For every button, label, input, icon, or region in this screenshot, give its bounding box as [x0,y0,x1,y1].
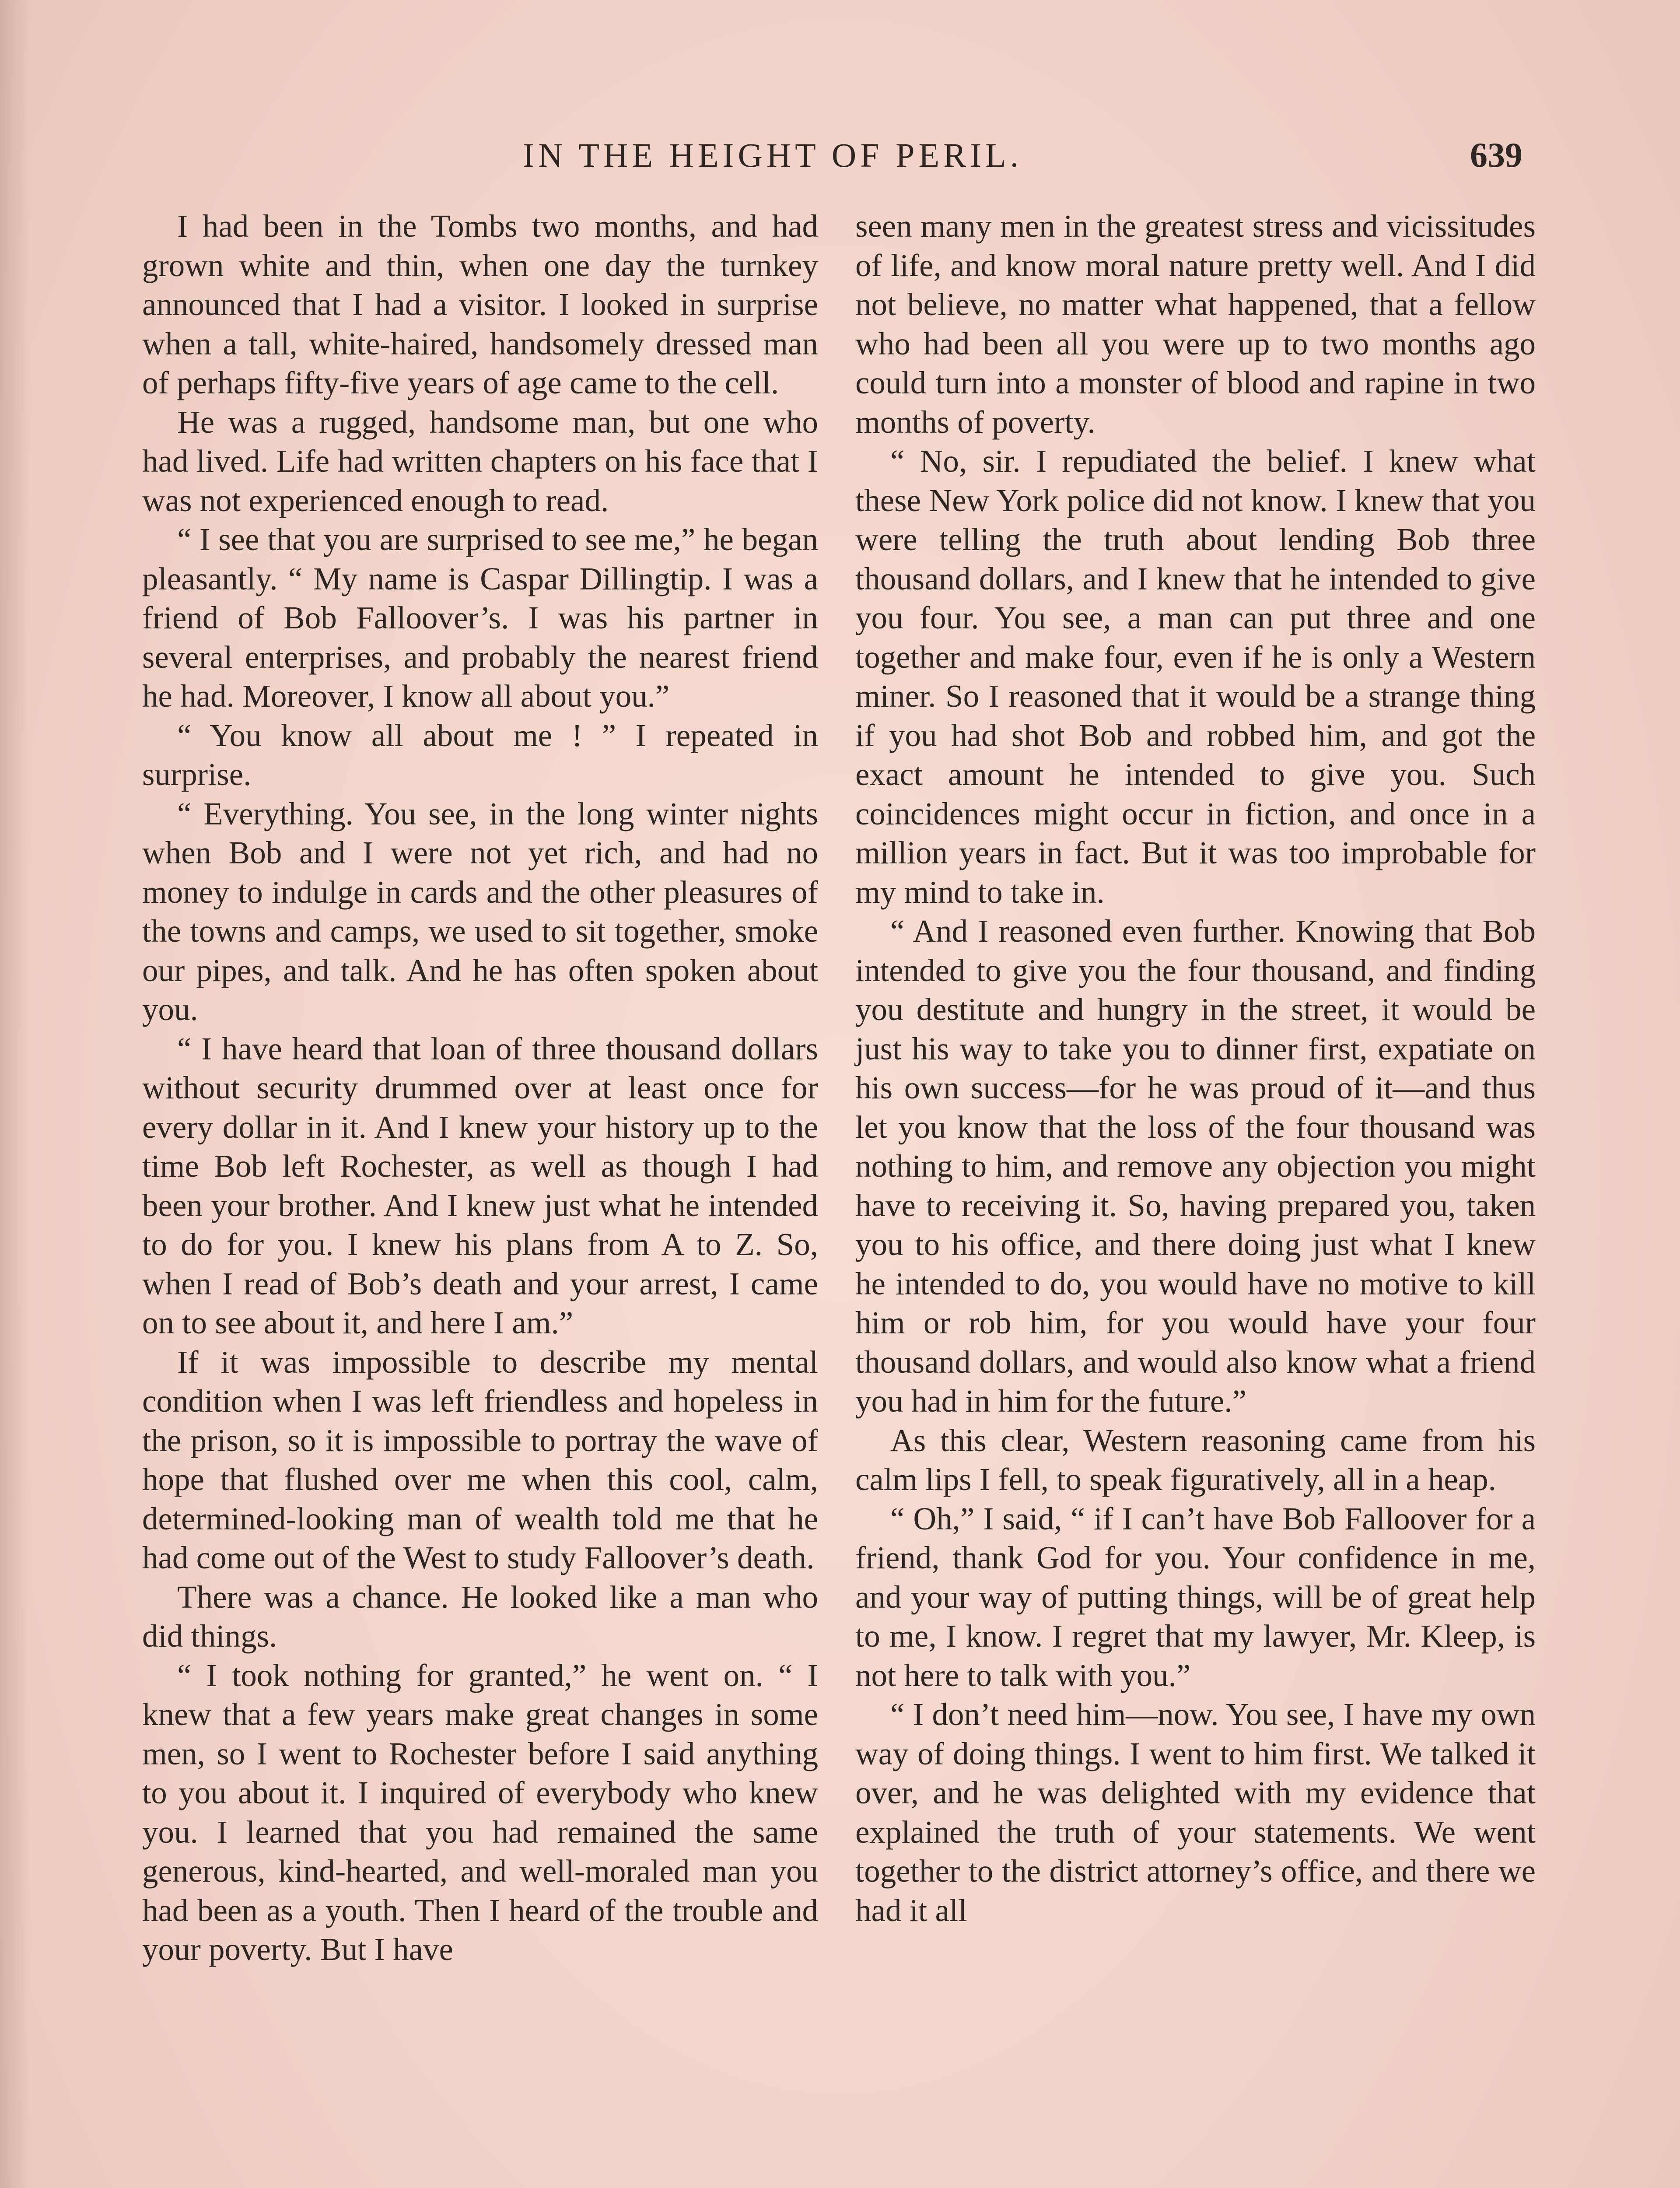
paragraph: “ I have heard that loan of three thousand dollars without security drummed over at least once for every dollar in it. And I knew your history up to the time Bob left Rochester, as well as though I had been your brother. And I knew just what he intended to do for you. I knew his plans from A to Z. So, when I read of Bob’s death and your arrest, I came on to see about it, and here I am.” [142,1031,818,1340]
paragraph: “ You know all about me ! ” I repeated in surprise. [142,717,818,792]
paragraph: If it was impossible to describe my mental condition when I was left friendless and hopeless in the prison, so it is impossible to portray the wave of hope that flushed over me when this cool, calm, determined-looking man of wealth told me that he had come out of the West to study Falloover’s death. [142,1344,818,1575]
left-text-column [142,207,818,1969]
paragraph: “ I see that you are surprised to see me,” he began pleasantly. “ My name is Caspar Dillingtip. I was a friend of Bob Falloover’s. I was his partner in several enterprises, and probably the nearest friend he had. Moreover, I know all about you.” [142,522,818,714]
running-title: IN THE HEIGHT OF PERIL. [523,136,1023,174]
right-text-column [855,207,1536,1930]
page-number: 639 [1470,136,1522,175]
paragraph: “ I took nothing for granted,” he went on. “ I knew that a few years make great changes in some men, so I went to Rochester before I said anything to you about it. I inquired of everybody who knew you. I learned that you had remained the same generous, kind-hearted, and well-moraled man you had been as a youth. Then I heard of the trouble and your poverty. But I have [142,1657,818,1967]
running-header [0,131,1680,184]
paragraph: There was a chance. He looked like a man who did things. [142,1579,818,1654]
paragraph: “ I don’t need him—now. You see, I have my own way of doing things. I went to him first. We talked it over, and he was delighted with my evidence that explained the truth of your statements. We went together to the district attorney’s office, and there we had it all [855,1697,1536,1928]
paragraph: “ Everything. You see, in the long winter nights when Bob and I were not yet rich, and had no money to indulge in cards and the other pleasures of the towns and camps, we used to sit together, smoke our pipes, and talk. And he has often spoken about you. [142,796,818,1027]
paragraph: “ No, sir. I repudiated the belief. I knew what these New York police did not know. I knew that you were telling the truth about lending Bob three thousand dollars, and I knew that he intended to give you four. You see, a man can put three and one together and make four, even if he is only a Western miner. So I reasoned that it would be a strange thing if you had shot Bob and robbed him, and got the exact amount he intended to give you. Such coincidences might occur in fiction, and once in a million years in fact. But it was too improbable for my mind to take in. [855,443,1536,910]
paragraph: I had been in the Tombs two months, and had grown white and thin, when one day the turnkey announced that I had a visitor. I looked in surprise when a tall, white-haired, handsomely dressed man of perhaps fifty-five years of age came to the cell. [142,208,818,400]
paragraph: “ Oh,” I said, “ if I can’t have Bob Falloover for a friend, thank God for you. Your confidence in me, and your way of putting things, will be of great help to me, I know. I regret that my lawyer, Mr. Kleep, is not here to talk with you.” [855,1501,1536,1693]
page-edge-shadow [0,0,31,2188]
paragraph: seen many men in the greatest stress and vicissitudes of life, and know moral nature pretty well. And I did not believe, no matter what happened, that a fellow who had been all you were up to two months ago could turn into a monster of blood and rapine in two months of poverty. [855,208,1536,440]
paragraph: “ And I reasoned even further. Knowing that Bob intended to give you the four thousand, and finding you destitute and hungry in the street, it would be just his way to take you to dinner first, expatiate on his own success—for he was proud of it—and thus let you know that the loss of the four thousand was nothing to him, and remove any objection you might have to receiving it. So, having prepared you, taken you to his office, and there doing just what I knew he intended to do, you would have no motive to kill him or rob him, for you would have your four thousand dollars, and would also know what a friend you had in him for the future.” [855,913,1536,1419]
paragraph: He was a rugged, handsome man, but one who had lived. Life had written chapters on his face that I was not experienced enough to read. [142,404,818,518]
paragraph: As this clear, Western reasoning came from his calm lips I fell, to speak figuratively, all in a heap. [855,1422,1536,1497]
